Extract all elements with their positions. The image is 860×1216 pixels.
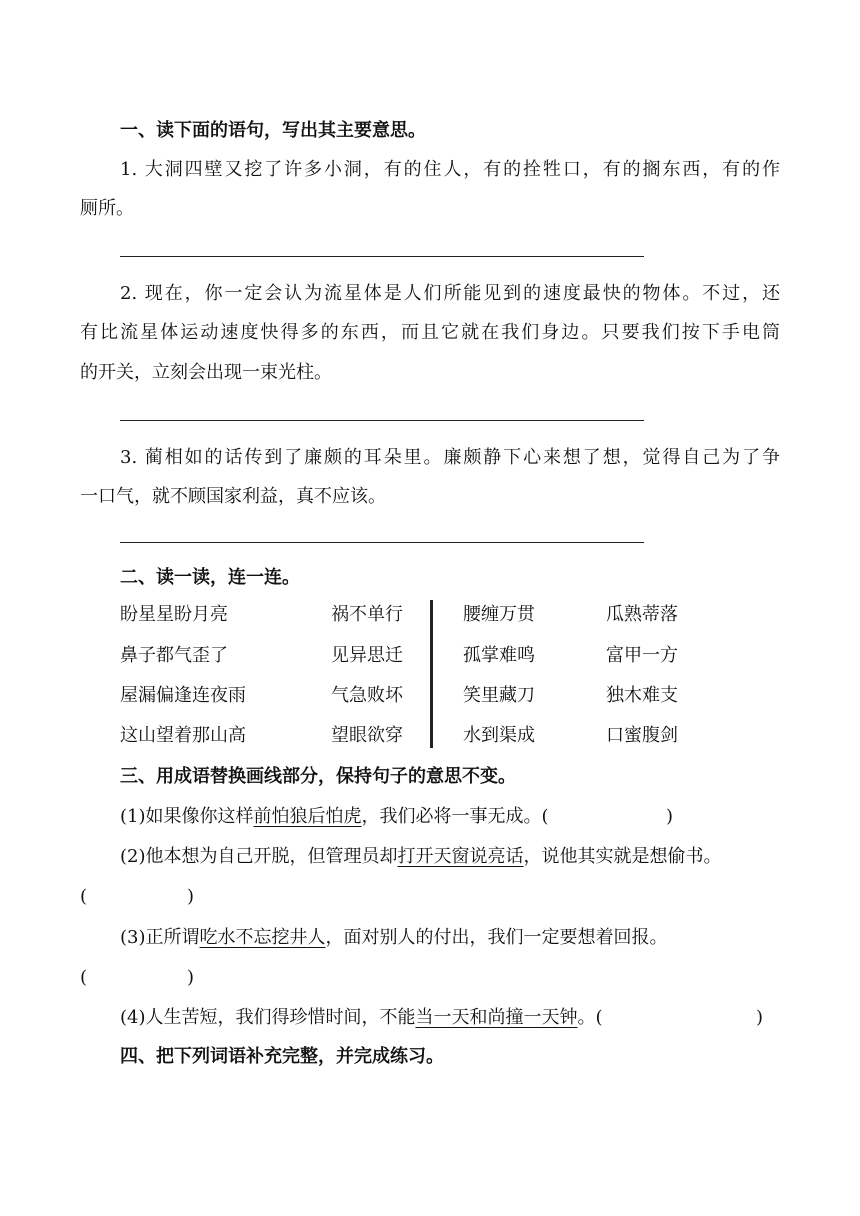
s4-sentence — [120, 1006, 603, 1030]
match-item[interactable]: 鼻子都气歪了 — [120, 645, 228, 666]
match-item[interactable]: 祸不单行 — [331, 604, 403, 625]
s2-suffix: ，说他其实就是想偷书。 — [523, 846, 722, 867]
s3-sentence — [120, 926, 668, 950]
s1-sentence — [120, 805, 549, 829]
q2-answer-line[interactable] — [120, 420, 644, 421]
q3-line2: 一口气，就不顾国家利益，真不应该。 — [80, 486, 386, 507]
q1-answer-line[interactable] — [120, 256, 644, 257]
s4-close-paren: ) — [756, 1007, 764, 1028]
match-item[interactable]: 瓜熟蒂落 — [606, 604, 678, 625]
match-item[interactable]: 富甲一方 — [606, 645, 678, 666]
q2-line2: 有比流星体运动速度快得多的东西，而且它就在我们身边。只要我们按下手电筒 — [80, 322, 780, 343]
s1-suffix: ，我们必将一事无成。( — [361, 806, 549, 827]
s3-prefix: (3)正所谓 — [120, 927, 200, 948]
section4-heading: 四、把下列词语补充完整，并完成练习。 — [120, 1046, 444, 1067]
match-item[interactable]: 屋漏偏逢连夜雨 — [120, 685, 246, 706]
match-item[interactable]: 盼星星盼月亮 — [120, 604, 228, 625]
match-item[interactable]: 水到渠成 — [463, 725, 535, 746]
match-item[interactable]: 口蜜腹剑 — [606, 725, 678, 746]
q2-line1: 2. 现在，你一定会认为流星体是人们所能见到的速度最快的物体。不过，还 — [120, 283, 780, 304]
q1-line1: 1. 大洞四壁又挖了许多小洞，有的住人，有的拴牲口，有的搁东西，有的作 — [120, 159, 780, 180]
s2-prefix: (2)他本想为自己开脱，但管理员却 — [120, 846, 398, 867]
s2-sentence — [120, 845, 722, 869]
s2-close-paren: ) — [187, 886, 195, 907]
s2-open-paren: ( — [80, 886, 88, 907]
match-item[interactable]: 见异思迁 — [331, 645, 403, 666]
match-item[interactable]: 腰缠万贯 — [463, 604, 535, 625]
s2-underlined-phrase: 打开天窗说亮话 — [397, 846, 524, 867]
s1-underlined-phrase: 前怕狼后怕虎 — [253, 806, 362, 827]
s3-suffix: ，面对别人的付出，我们一定要想着回报。 — [325, 927, 668, 948]
match-item[interactable]: 笑里藏刀 — [463, 685, 535, 706]
s1-prefix: (1)如果像你这样 — [120, 806, 254, 827]
match-item[interactable]: 独木难支 — [606, 685, 678, 706]
s4-prefix: (4)人生苦短，我们得珍惜时间，不能 — [120, 1007, 416, 1028]
q3-answer-line[interactable] — [120, 542, 644, 543]
s3-underlined-phrase: 吃水不忘挖井人 — [199, 927, 326, 948]
match-item[interactable]: 气急败坏 — [331, 685, 403, 706]
section2-heading: 二、读一读，连一连。 — [120, 567, 300, 588]
s1-close-paren: ) — [666, 806, 674, 827]
s4-underlined-phrase: 当一天和尚撞一天钟 — [415, 1007, 578, 1028]
s3-open-paren: ( — [80, 967, 88, 988]
q3-line1: 3. 蔺相如的话传到了廉颇的耳朵里。廉颇静下心来想了想，觉得自己为了争 — [120, 447, 780, 468]
section1-heading: 一、读下面的语句，写出其主要意思。 — [120, 120, 426, 141]
match-item[interactable]: 孤掌难鸣 — [463, 645, 535, 666]
q1-line2: 厕所。 — [80, 198, 134, 219]
match-divider — [430, 600, 433, 748]
section3-heading: 三、用成语替换画线部分，保持句子的意思不变。 — [120, 766, 516, 787]
match-item[interactable]: 望眼欲穿 — [331, 725, 403, 746]
s4-suffix: 。( — [577, 1007, 603, 1028]
match-item[interactable]: 这山望着那山高 — [120, 725, 246, 746]
q2-line3: 的开关，立刻会出现一束光柱。 — [80, 362, 332, 383]
s3-close-paren: ) — [187, 967, 195, 988]
